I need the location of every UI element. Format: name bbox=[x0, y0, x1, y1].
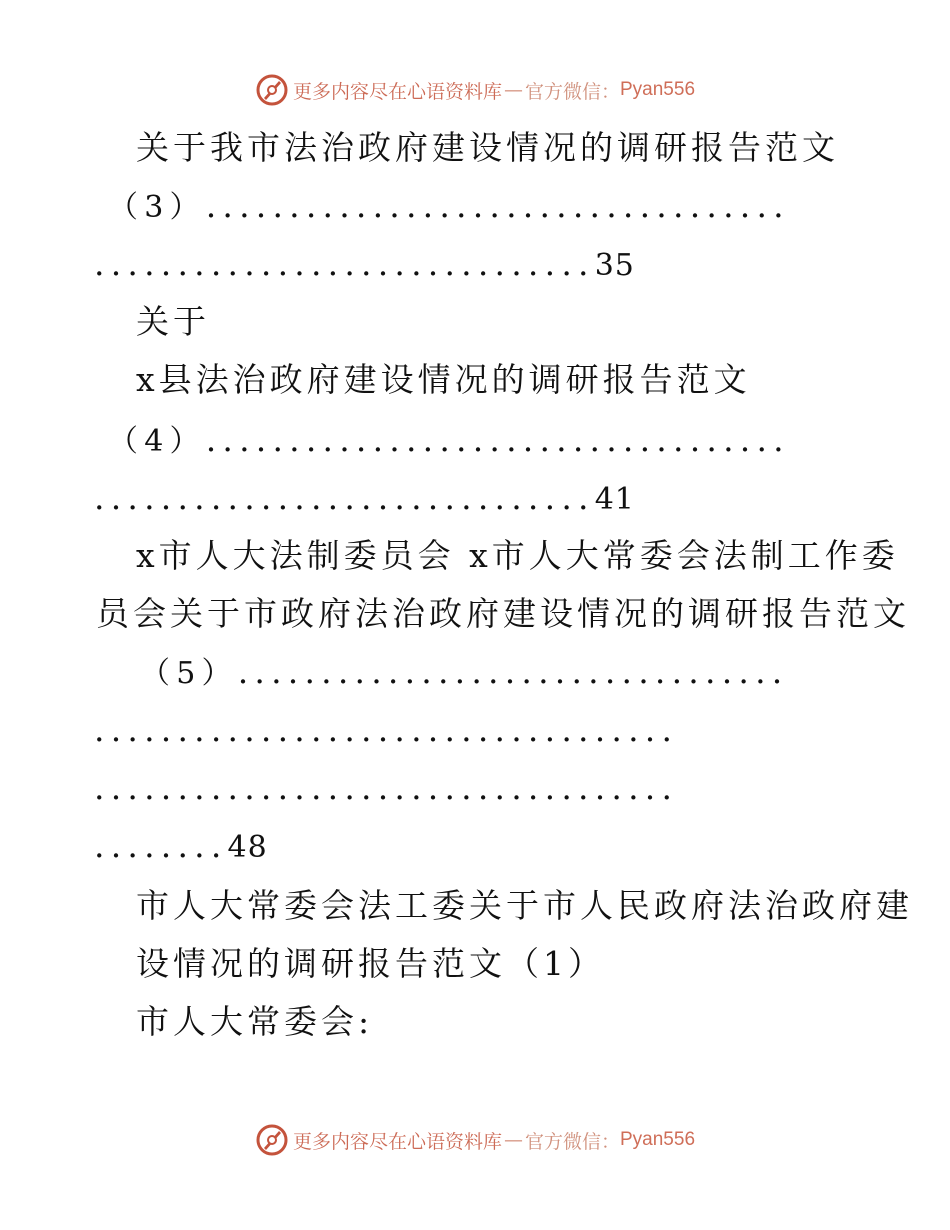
toc-entry-3-dots-4: ........ bbox=[94, 826, 228, 865]
toc-entry-1-dots-2: .............................. bbox=[94, 244, 595, 283]
toc-entry-3-page: 48 bbox=[227, 830, 268, 865]
quill-logo-icon bbox=[255, 73, 289, 107]
toc-entry-2-dots-1: ................................... bbox=[205, 420, 790, 459]
toc-entry-1-title: 关于我市法治政府建设情况的调研报告范文 bbox=[136, 128, 839, 167]
watermark-banner-top bbox=[0, 70, 950, 110]
toc-entry-3-dots-row-3: ................................... bbox=[94, 768, 679, 807]
toc-entry-3-title-2: 员会关于市政府法治政府建设情况的调研报告范文 bbox=[96, 594, 910, 633]
body-salutation: 市人大常委会: bbox=[136, 1002, 374, 1041]
toc-entry-3-dots-1: ................................. bbox=[237, 652, 789, 691]
toc-entry-1-dot-leader-2 bbox=[94, 244, 635, 286]
watermark-wechat-id: Pyan556 bbox=[620, 79, 696, 100]
toc-entry-2-page: 41 bbox=[594, 482, 635, 517]
toc-entry-2-title-2: x县法治政府建设情况的调研报告范文 bbox=[136, 360, 751, 399]
toc-entry-1-page: 35 bbox=[594, 248, 635, 283]
toc-entry-3-dot-leader-4 bbox=[94, 826, 268, 868]
toc-entry-3-title-1: x市人大法制委员会 x市人大常委会法制工作委 bbox=[136, 536, 899, 575]
toc-entry-1-dots-1: ................................... bbox=[205, 186, 790, 225]
toc-entry-3-number: （5） bbox=[140, 656, 238, 691]
watermark-wechat-id: Pyan556 bbox=[620, 1129, 696, 1150]
toc-entry-2-dot-leader bbox=[108, 420, 790, 462]
quill-logo-icon bbox=[255, 1123, 289, 1157]
watermark-banner-bottom bbox=[0, 1120, 950, 1160]
toc-entry-2-dots-2: .............................. bbox=[94, 478, 595, 517]
toc-entry-2-dot-leader-2 bbox=[94, 478, 635, 520]
watermark-wechat-label: 官方微信： bbox=[524, 1130, 620, 1153]
toc-entry-1-dot-leader bbox=[108, 186, 790, 228]
toc-entry-2-number: （4） bbox=[108, 424, 206, 459]
watermark-wechat-label: 官方微信： bbox=[524, 80, 620, 103]
toc-entry-1-number: （3） bbox=[108, 190, 206, 225]
watermark-brand: 更多内容尽在心语资料库 bbox=[292, 1130, 502, 1153]
toc-entry-3-dots-row-2: ................................... bbox=[94, 710, 679, 749]
body-heading-line-2: 设情况的调研报告范文（1） bbox=[136, 944, 605, 983]
watermark-separator: — bbox=[503, 79, 523, 101]
watermark-brand: 更多内容尽在心语资料库 bbox=[292, 80, 502, 103]
watermark-separator: — bbox=[503, 1129, 523, 1151]
body-heading-line-1: 市人大常委会法工委关于市人民政府法治政府建 bbox=[136, 886, 913, 925]
toc-entry-2-title-1: 关于 bbox=[136, 302, 210, 341]
toc-entry-3-dot-leader bbox=[140, 652, 788, 694]
